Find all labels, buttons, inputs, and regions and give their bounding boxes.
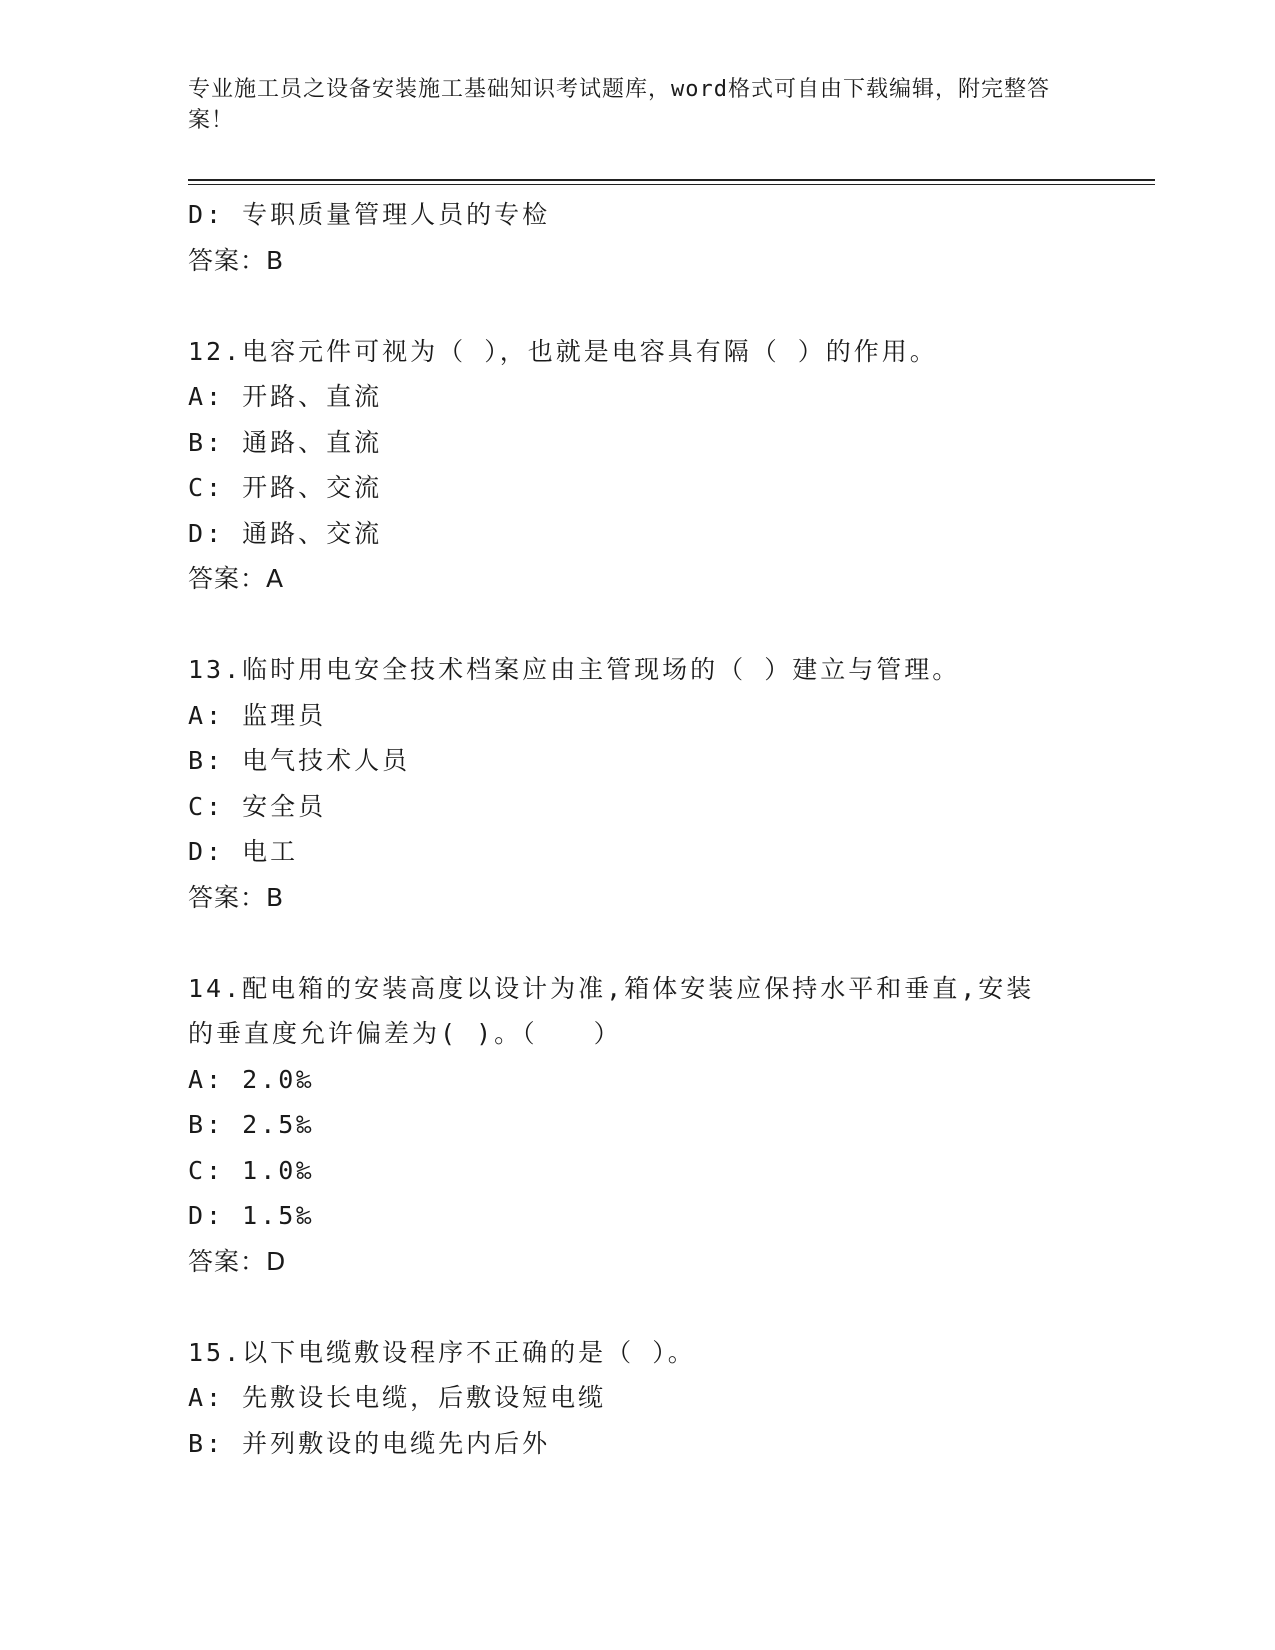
option-c: C: 1.0‰ [188, 1155, 315, 1185]
spacer [188, 602, 1128, 648]
document-header: 专业施工员之设备安装施工基础知识考试题库，word格式可自由下载编辑，附完整答案！ [188, 77, 1050, 133]
answer-line: 答案：B [188, 882, 285, 912]
option-d: D: 专职质量管理人员的专检 [188, 200, 551, 229]
option-a: A: 监理员 [188, 700, 327, 730]
option-b: B: 并列敷设的电缆先内后外 [188, 1428, 551, 1458]
answer-line: 答案：D [188, 1246, 287, 1276]
question-content [188, 192, 1128, 1466]
option-a: A: 2.0‰ [188, 1064, 315, 1094]
option-c: C: 安全员 [188, 791, 327, 821]
spacer [188, 920, 1128, 966]
question-stem: 15.以下电缆敷设程序不正确的是（ ）。 [188, 1337, 696, 1367]
option-a: A: 开路、直流 [188, 382, 383, 411]
option-c: C: 开路、交流 [188, 473, 383, 502]
option-d: D: 电工 [188, 837, 299, 866]
option-d: D: 1.5‰ [188, 1201, 315, 1230]
answer-line: 答案：A [188, 564, 285, 593]
answer-line: 答案：B [188, 245, 285, 275]
spacer [188, 1284, 1128, 1330]
option-d: D: 通路、交流 [188, 518, 383, 548]
question-stem: 13.临时用电安全技术档案应由主管现场的（ ）建立与管理。 [188, 655, 961, 684]
option-b: B: 通路、直流 [188, 427, 383, 457]
option-b: B: 电气技术人员 [188, 746, 411, 775]
spacer [188, 283, 1128, 329]
option-b: B: 2.5‰ [188, 1110, 315, 1139]
question-stem: 14.配电箱的安装高度以设计为准,箱体安装应保持水平和垂直,安装的垂直度允许偏差为( )。（ ） [188, 973, 1035, 1048]
question-stem: 12.电容元件可视为（ ），也就是电容具有隔（ ）的作用。 [188, 336, 938, 366]
option-a: A: 先敷设长电缆，后敷设短电缆 [188, 1383, 607, 1412]
header-rule-thin [188, 184, 1155, 185]
header-rule-thick [188, 179, 1155, 181]
